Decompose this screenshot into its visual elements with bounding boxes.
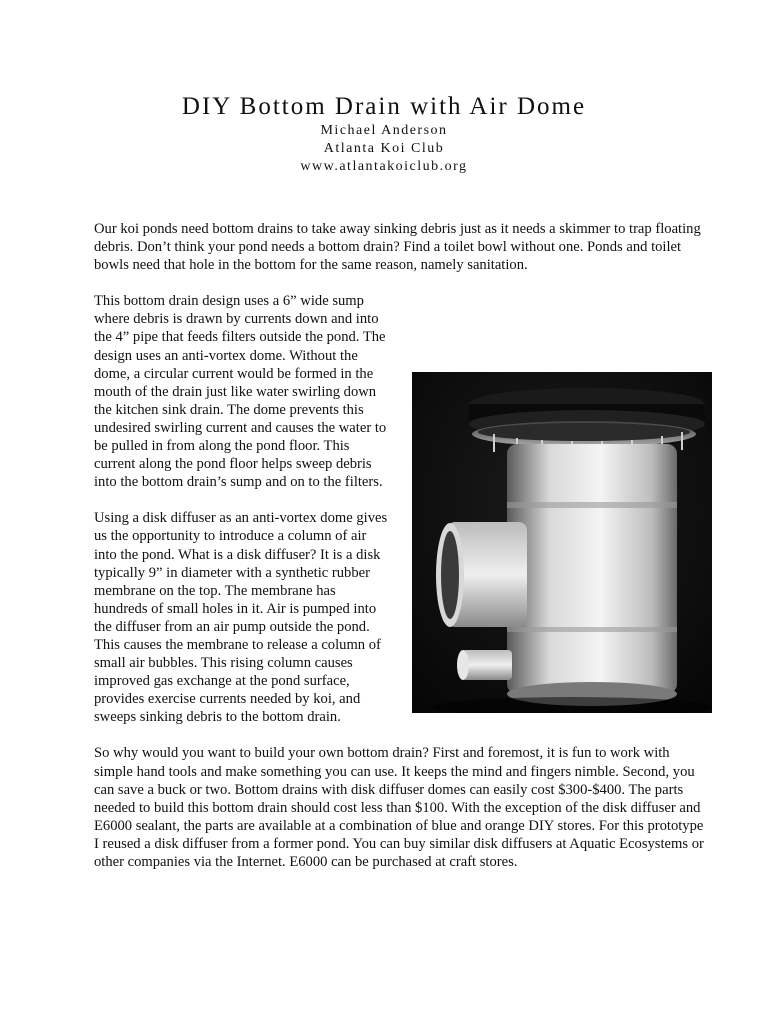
author-name: Michael Anderson — [320, 123, 448, 138]
bottom-drain-photo — [412, 372, 712, 713]
paragraph-diffuser: Using a disk diffuser as an anti-vortex dome gives us the opportunity to introduce a column of air into the pond. What is a disk diffuser? It is a disk typically 9” in diameter with a synthetic rubber membrane on the top. The membrane has hundreds of small holes in it. Air is pumped into the diffuser from an air pump outside the pond. This causes the membrane to release a column of small air bubbles. This rising column causes improved gas exchange at the pond surface, provides exercise currents needed by koi, and sweeps sinking debris to the bottom drain. — [94, 510, 388, 726]
website-url: www.atlantakoiclub.org — [300, 159, 468, 174]
organization-name: Atlanta Koi Club — [323, 141, 445, 156]
document-title: DIY Bottom Drain with Air Dome — [181, 93, 587, 120]
article-body — [94, 220, 706, 889]
paragraph-intro: Our koi ponds need bottom drains to take away sinking debris just as it needs a skimmer to trap floating debris. Don’t think your pond needs a bottom drain? Find a toilet bowl without one. Ponds and toilet bowls need that hole in the bottom for the same reason, namely sanitation. — [94, 221, 701, 274]
paragraph-design: This bottom drain design uses a 6” wide sump where debris is drawn by currents down and into the 4” pipe that feeds filters outside the pond. The design uses an anti-vortex dome. Without the dome, a circular current would be formed in the mouth of the drain just like water swirling down the kitchen sink drain. The dome prevents this undesired swirling current and causes the water to be pulled in from along the pond floor. This current along the pond floor helps sweep debris into the bottom drain’s sump and on to the filters. — [94, 293, 387, 491]
document-header — [0, 92, 768, 176]
bottom-drain-photo-graphic — [412, 372, 712, 713]
paragraph-why-build: So why would you want to build your own bottom drain? First and foremost, it is fun to work with simple hand tools and make something you can use. It keeps the mind and fingers nimble. Second, you can save a buck or two. Bottom drains with disk diffuser domes can easily cost $300-$400. The parts needed to build this bottom drain should cost less than $100. With the exception of the disk diffuser and E6000 sealant, the parts are available at a combination of blue and orange DIY stores. For this prototype I reused a disk diffuser from a former pond. You can buy similar disk diffusers at Aquatic Ecosystems or other companies via the Internet. E6000 can be purchased at craft stores. — [94, 745, 704, 870]
